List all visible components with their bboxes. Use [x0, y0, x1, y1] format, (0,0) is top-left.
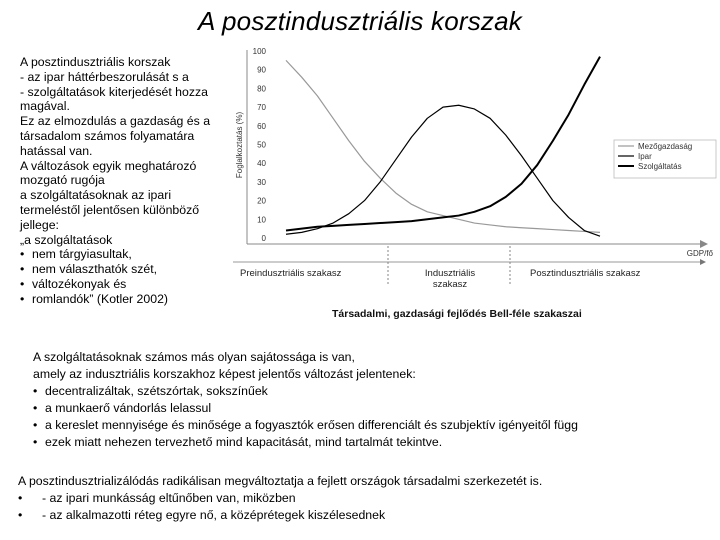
middle-bullet-text: a kereslet mennyisége és minősége a fogyasztók erősen differenciált és szubjektív igényeitől függ	[45, 418, 578, 432]
middle-bullet-item	[33, 434, 693, 451]
phase-arrow-icon	[700, 259, 706, 265]
middle-bullet-item	[33, 400, 693, 417]
left-text-line: - szolgáltatások kiterjedését hozza	[20, 84, 208, 99]
y-tick-label: 100	[252, 47, 266, 56]
bullet-icon: •	[33, 435, 38, 449]
middle-bullet-text: a munkaerő vándorlás lelassul	[45, 401, 212, 415]
left-bullet-text: nem tárgyiasultak,	[32, 247, 132, 262]
bullet-icon: •	[33, 418, 38, 432]
middle-bullet-text: ezek miatt nehezen tervezhető mind kapacitását, mind tartalmát tekintve.	[45, 435, 443, 449]
middle-bullet-item	[33, 383, 693, 400]
left-bullet-text: változékonyak és	[32, 276, 127, 291]
y-tick-label: 20	[257, 196, 266, 206]
middle-bullet-item	[33, 417, 693, 434]
series-line-szolgáltatás	[286, 57, 600, 231]
legend-label: Ipar	[638, 152, 652, 161]
left-text-line: Ez az elmozdulás a gazdaság és a	[20, 114, 211, 129]
bullet-icon: •	[20, 276, 25, 291]
left-bullet-text: romlandók” (Kotler 2002)	[32, 291, 169, 306]
left-text-line: hatással van.	[20, 143, 93, 158]
bottom-bullet-item	[18, 507, 708, 524]
y-tick-label: 30	[257, 177, 266, 187]
legend-label: Szolgáltatás	[638, 162, 682, 171]
left-text-line: a szolgáltatásoknak az ipari	[20, 188, 172, 203]
chart-caption: Társadalmi, gazdasági fejlődés Bell-féle szakaszai	[332, 308, 582, 320]
x-axis-label: GDP/fő	[686, 249, 713, 258]
left-text-line: „a szolgáltatások	[20, 232, 113, 247]
series-line-mezőgazdaság	[286, 60, 600, 232]
left-text-line: - az ipar háttérbeszorulását s a	[20, 69, 189, 84]
phase-label-preindustrial: Preindusztriális szakasz	[240, 268, 342, 279]
bottom-bullet-item	[18, 490, 708, 507]
bullet-icon: •	[18, 508, 23, 522]
y-tick-label: 50	[257, 140, 266, 150]
bullet-icon: •	[20, 262, 25, 277]
bullet-icon: •	[33, 384, 38, 398]
bottom-bullet-text: - az alkalmazotti réteg egyre nő, a középrétegek kiszélesednek	[42, 508, 386, 522]
bullet-icon: •	[20, 291, 25, 306]
middle-bullet-text: decentralizáltak, szétszórtak, sokszínűek	[45, 384, 268, 398]
bullet-icon: •	[20, 247, 25, 262]
middle-intro-line: A szolgáltatásoknak számos más olyan sajátossága is van,	[33, 350, 355, 364]
bullet-icon: •	[18, 491, 23, 505]
phase-label-postindustrial: Posztindusztriális szakasz	[530, 268, 641, 279]
y-tick-label: 70	[257, 103, 266, 113]
page-title: A posztindusztriális korszak	[198, 6, 522, 36]
left-bullet-text: nem választhatók szét,	[32, 262, 158, 277]
y-tick-label: 10	[257, 215, 266, 225]
phase-label-industrial: Indusztriális szakasz	[424, 268, 476, 290]
left-text-line: termeléstől jelentősen különböző	[20, 202, 200, 217]
left-text-line: jellege:	[20, 217, 59, 232]
left-text-line: A változások egyik meghatározó	[20, 158, 197, 173]
left-text-line: A posztindusztriális korszak	[20, 55, 171, 69]
services-characteristics-block	[33, 349, 693, 451]
bullet-icon: •	[33, 401, 38, 415]
y-tick-label: 80	[257, 84, 266, 94]
postindustrial-summary-block	[18, 473, 708, 524]
left-text-line: társadalom számos folyamatára	[20, 128, 195, 143]
y-tick-label: 60	[257, 121, 266, 131]
left-text-line: magával.	[20, 99, 70, 114]
y-tick-label: 90	[257, 65, 266, 75]
left-text-line: mozgató rugója	[20, 173, 105, 188]
y-tick-label: 40	[257, 159, 266, 169]
legend-label: Mezőgazdaság	[638, 142, 693, 151]
middle-intro-line: amely az indusztriális korszakhoz képest jelentős változást jelentenek:	[33, 367, 416, 381]
y-tick-label: 0	[261, 234, 266, 243]
bottom-bullet-text: - az ipari munkásság eltűnőben van, miközben	[42, 491, 296, 505]
bottom-intro-line: A posztindusztrializálódás radikálisan megváltoztatja a fejlett országok társadalmi szerkezetét is.	[18, 474, 543, 488]
x-axis-arrow-icon	[700, 240, 708, 248]
y-axis-label: Foglalkoztatás (%)	[235, 111, 244, 179]
